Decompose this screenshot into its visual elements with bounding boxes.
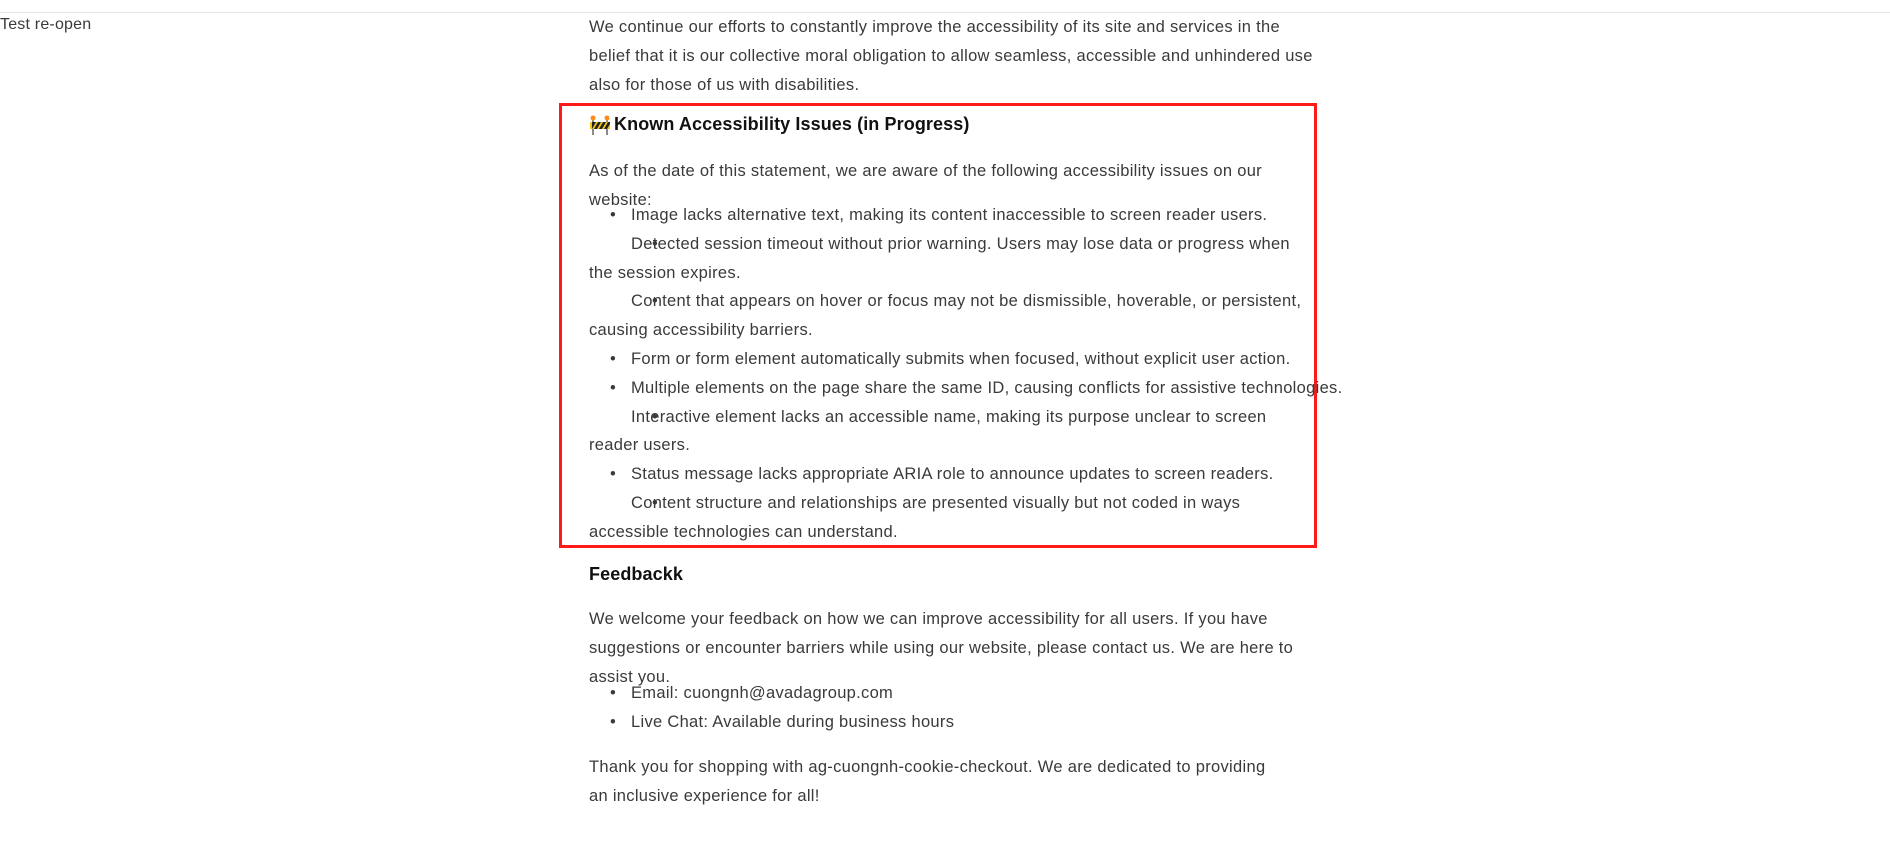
- known-issues-title: Known Accessibility Issues (in Progress): [614, 114, 970, 134]
- feedback-paragraph: We welcome your feedback on how we can improve accessibility for all users. If you have suggestions or encounter barriers while using our website, please contact us. We are here to assist you.: [589, 610, 1294, 686]
- intro-paragraph: We continue our efforts to constantly improve the accessibility of its site and services in the belief that it is our collective moral obligation to allow seamless, accessible and unhindered use also for those of us with disabilities.: [589, 18, 1313, 94]
- issue-item: • Form or form element automatically submits when focused, without explicit user action.: [609, 345, 1309, 374]
- contact-live-chat: • Live Chat: Available during business hours: [609, 708, 954, 737]
- thanks-paragraph: Thank you for shopping with ag-cuongnh-cookie-checkout. We are dedicated to providing an inclusive experience for all!: [589, 758, 1266, 805]
- issue-item: • Content structure and relationships are presented visually but not coded in ways accessible technologies can understand.: [589, 489, 1309, 547]
- known-issues-lead: As of the date of this statement, we are aware of the following accessibility issues on our website:: [589, 162, 1262, 209]
- issue-item: • Status message lacks appropriate ARIA role to announce updates to screen readers.: [609, 460, 1309, 489]
- known-issues-list: [589, 201, 1343, 547]
- statement-content: [589, 12, 1319, 99]
- construction-barrier-icon: [589, 115, 611, 135]
- issue-item: • Interactive element lacks an accessible name, making its purpose unclear to screen reader users.: [589, 403, 1309, 461]
- issue-item: • Image lacks alternative text, making its content inaccessible to screen reader users.: [609, 201, 1309, 230]
- side-label: Test re-open: [0, 16, 92, 33]
- contact-email[interactable]: • Email: cuongnh@avadagroup.com: [609, 679, 954, 708]
- feedback-heading: Feedbackk: [589, 564, 683, 584]
- issue-item: • Multiple elements on the page share the same ID, causing conflicts for assistive technologies.: [609, 374, 1309, 403]
- known-issues-heading: [589, 114, 969, 135]
- issue-item: • Content that appears on hover or focus may not be dismissible, hoverable, or persistent, causing accessibility barriers.: [589, 287, 1309, 345]
- issue-item: • Detected session timeout without prior warning. Users may lose data or progress when the session expires.: [589, 230, 1309, 288]
- contact-list: [609, 679, 954, 737]
